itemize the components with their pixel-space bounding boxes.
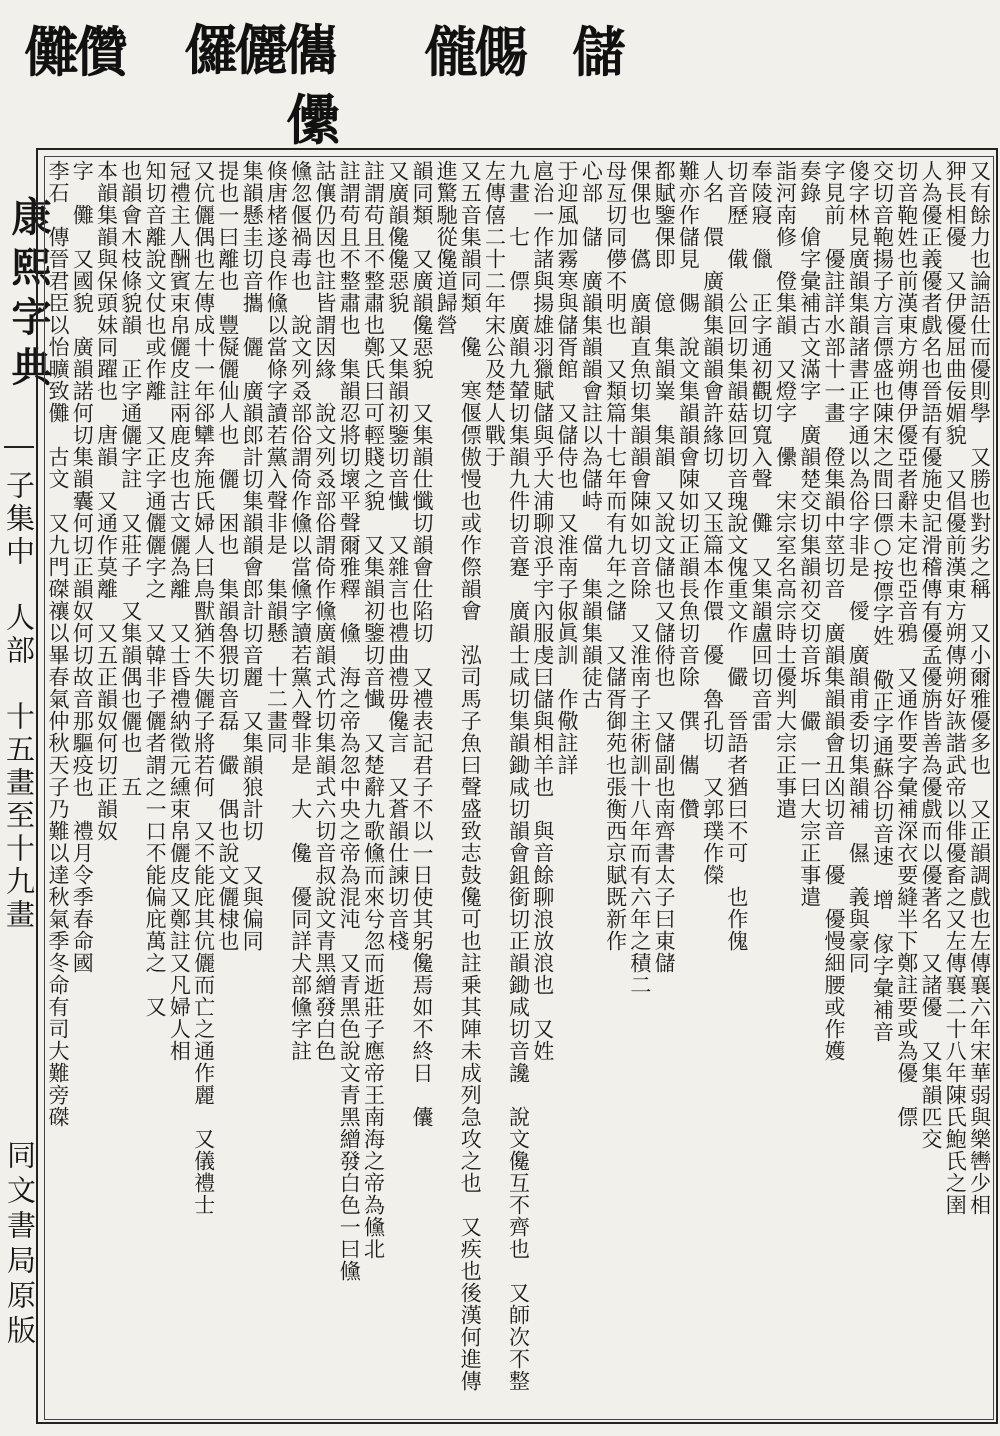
entry-column: 奉陵寢 儠 正字通初觀切寬入聲 儺 又集韻盧回切音雷 (749, 160, 774, 732)
entry-column: 李石 傳晉君臣以怡曠致儺 古文 又九門磔禳以畢春氣仲秋天子乃難以達秋氣季冬命有司大難旁磔 (46, 160, 70, 1128)
entry-column: 扈治一作諸與揚雄羽獵賦儲與乎大浦聊浪乎宇內服虔曰儲與相羊也 與音餘聊浪放浪也 又姓 (530, 160, 555, 1062)
entry-column: 又伉儷偶也左傳成十一年郤犫奔施氏婦人曰鳥獸猶不失儷子將若何 又不能庇其伉儷而亡之通作麗 又儀禮士 (191, 160, 216, 1216)
entry-column: 儵忽偃禍毒也 說文列叒部俗謂倚作儵以當儵字讀若黨入聲非是 大 儳 優同詳犬部儵字註 (288, 160, 313, 1062)
entry-column: 韻同類 又廣韻儳惡貌 又集韻仕懺切韻會仕陷切 又禮表記君子不以一日使其躬儳焉如不終日 儾 (409, 160, 434, 1128)
entry-column: 狎長相優 又伊優屈曲佞媚貌 又倡優前漢東方朔傳朔好詼諧武帝以俳優畜之又左傳襄二十八年陳氏鮑氏之圉 (943, 160, 968, 1216)
entry-column: 詣河南修 僜集韻 又燈字 儽 宋宗室名高宗時士優判大宗正事遣 (773, 160, 798, 820)
entry-column: 難亦作儲見 儩 說文集韻韻會陳如切正韻長魚切音除 僎 儶 儹 (676, 160, 701, 820)
entry-column: 倏唐楮遂良作儵以當條字讀若黨入聲非是 集韻懸 十二畫同 (264, 160, 289, 754)
entry-column: 切音鞄姓也前漢東方朔傳伊優亞者辭未定也亞音鴉 又通作要字彙補深衣要縫半下鄭註要或為優 僄 (894, 160, 919, 1128)
entry-column: 交切音鞄揚子方言僄盛也陳宋之間曰僄○按僄字姓 儆正字通蘇谷切音速 增 傢字彙補音 (870, 160, 895, 1043)
entry-column: 也韻會木枝條貌韻 正字通儷字註 又莊子 又集韻偶也儷也 五 (118, 160, 143, 798)
entry-column: 註謂苟且不整肅也 集韻忍將切壞平聲爾雅釋 儵 海之帝為忽中央之帝為混沌 又青黑色說文青黑繒發白色一曰儵 (337, 160, 362, 1282)
section-volume: 子集中 (2, 470, 36, 569)
seal-glyph-group-3: 儽 (286, 88, 336, 152)
section-stroke-range: 十五畫至十九畫 (2, 701, 36, 932)
seal-glyph-group-2: 儸儷儶 (184, 18, 334, 82)
entry-column: 字 儺 又國貌 廣韻諾何切集韻囊何切正韻奴何切故音那驅疫也 禮月令季春命國 (70, 160, 95, 974)
entry-column: 提也一曰離也 豐儗儷仙人也 儷 困也 集韻魯猥切音磊 儼 偶也說文儷棣也 (215, 160, 240, 952)
seal-glyph-group-1: 儺儹 (24, 20, 124, 84)
entry-column: 切音歷 傤 公回切集韻菇回切音瑰說文傀重文作 儼 晉語者猶曰不可 也作傀 (724, 160, 749, 952)
section-heading (2, 470, 36, 932)
publisher-imprint: 同文書局原版 (3, 1140, 37, 1350)
entry-column: 于迎風加霧寒與儲胥館 又儲侍也 又淮南子俶眞訓 作儆註詳 (555, 160, 580, 776)
entry-column: 知切音離說文仗也或作離 又正字通儷儷字之 又韓非子儷者謂之一口不能偏庇萬之 又 (143, 160, 168, 1018)
entry-column: 詁儴仍因也註皆謂因緣 說文列叒部俗謂倚作儵廣韻式竹切集韻式六切音叔說文青黑繒發白色 (312, 160, 337, 1062)
seal-glyph-group-4: 儱儩 (424, 20, 524, 84)
entry-column: 心部 儲 廣韻集韻韻會註以為儲峙 儅 集韻集韻徒古 (579, 160, 604, 710)
book-title: 康熙字典 (5, 196, 52, 396)
entry-column: 註謂苟且不整肅也鄭氏曰可輕賤之貌 又集韻初鑒切音懴 又楚辭九歌儵而來兮忽而逝莊子應帝王南海之帝為儵北 (361, 160, 386, 1260)
entry-column: 人名 儇 廣韻集韻韻會許緣切 又玉篇本作儇 優 魯孔切 又郭璞作儝 (700, 160, 725, 886)
entry-column: 又有餘力也論語仕而優則學 又勝也對劣之稱 又小爾雅優多也 又正韻調戲也左傳襄六年宋華弱與樂轡少相 (967, 160, 992, 1216)
margin-divider (4, 446, 34, 448)
entry-column: 奏錄 傖字彙補古文滿字 廣韻楚交切集韻初交切音坼 儼 一曰大宗正事遣 (797, 160, 822, 908)
entry-column: 倮倮也 儰 廣韻直魚切集韻韻會陳如切音除 又淮南子主術訓十八年而有六年之積二 (627, 160, 652, 996)
entry-columns (46, 160, 992, 1416)
entry-column: 都賦鑒倮即 億 集韻嶪 集韻 又說文儲也又儲偫也 又儲副也南齊書太子曰東儲 (652, 160, 677, 974)
entry-column: 集韻懸圭切音攜 儷 廣韻郎計切集韻韻會郎計切音麗 又集韻狼計切 又與偏同 (240, 160, 265, 952)
entry-column: 九畫 七 僄 廣韻九輦切集韻九件切音蹇 廣韻士咸切集韻鋤咸切韻會鉏銜切正韻鋤咸切音讒 說文儳互不齊也 又師次不整左傳僖二十二年宋公及楚人戰于 (482, 160, 531, 1392)
entry-column: 又五音集韻同類 儳 寒偃僄傲慢也或作傺韻會 泓司馬子魚曰聲盛致志鼓儳可也註乗其陣未成列急攻之也 又疾也後漢何進傳進驚馳從儳道歸營 (434, 160, 483, 1392)
seal-glyph-group-5: 儲 (572, 20, 622, 84)
entry-column: 母亙切同儚不明也 又類篇十七年而有九年之儲 又儲胥御苑也張衡西京賦既新作 (603, 160, 628, 952)
entry-column: 又廣韻儳儳惡貌 又集韻初鑒切音懴 又雜言也禮曲禮毋儳言 又蒼韻仕諫切音棧 (385, 160, 410, 952)
entry-column: 傻字林見廣韻集韻諸書正字通以為俗字非是 僾 廣韻甫委切集韻補 儑 義與豪同 (846, 160, 871, 974)
seal-script-heading (24, 6, 984, 152)
entry-column: 字見前 優註詳水部十一畫 僜集韻中莖切音 廣韻集韻韻會丑凶切音 優 優慢細腰或作嬳 (821, 160, 846, 1062)
entry-column: 冠禮主人酬賓束帛儷皮註兩鹿皮也古文儷為離 又士昏禮納徵元纁束帛儷皮又鄭註又凡婦人相 (167, 160, 192, 1062)
section-radical: 人部 (2, 602, 36, 668)
entry-column: 人為優正義優者戲名也晉語有優施史記滑稽傳有優孟優旃皆善為優戲而以優著名 又諸優 又集韻匹交 (919, 160, 944, 1150)
entry-column: 本韻集韻與保頭妹同躍也 唐韻 又通作莫離 又五正韻奴何切正韻奴 (94, 160, 119, 842)
